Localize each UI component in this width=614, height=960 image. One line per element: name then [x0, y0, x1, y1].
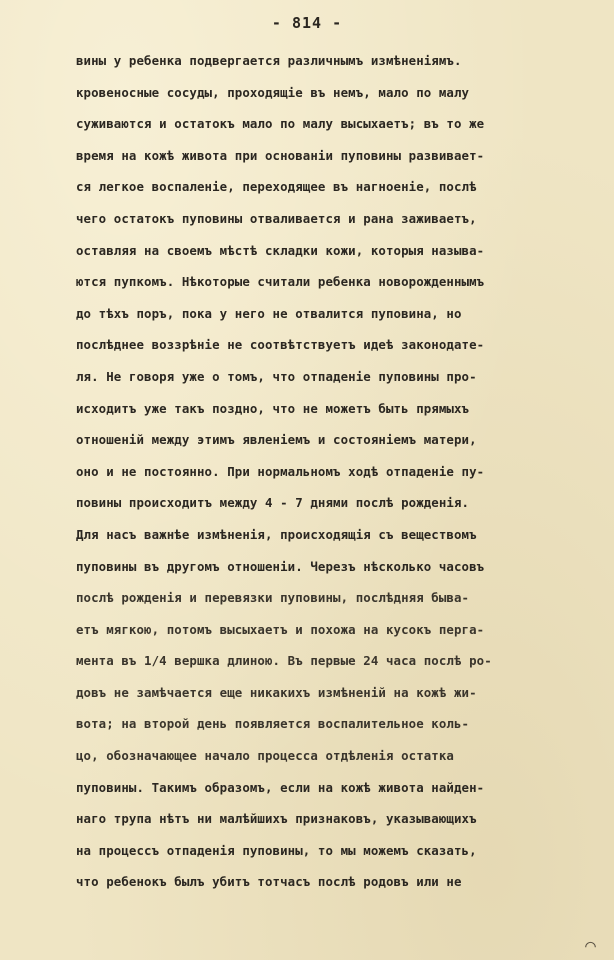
text-line: ля. Не говоря уже о томъ, что отпаденiе пуповины про-	[76, 368, 477, 384]
text-line: исходитъ уже такъ поздно, что не можетъ быть прямыхъ	[76, 400, 470, 416]
text-line: повины происходитъ между 4 - 7 днями послѣ рожденiя.	[76, 495, 470, 511]
text-line: наго трупа нѣтъ ни малѣйшихъ признаковъ, указывающихъ	[76, 811, 477, 827]
text-line: суживаются и остатокъ мало по малу высыхаетъ; въ то же	[76, 116, 485, 132]
text-line: етъ мягкою, потомъ высыхаетъ и похожа на кусокъ перга-	[76, 621, 485, 637]
text-line: чего остатокъ пуповины отваливается и рана заживаетъ,	[76, 210, 477, 226]
text-line: время на кожѣ живота при основанiи пуповины развивает-	[76, 147, 485, 163]
text-line: мента въ 1/4 вершка длиною. Въ первые 24 часа послѣ ро-	[76, 653, 492, 669]
text-line: вота; на второй день появляется воспалительное коль-	[76, 716, 470, 732]
text-line: довъ не замѣчается еще никакихъ измѣненiй на кожѣ жи-	[76, 684, 477, 700]
text-line: пуповины. Такимъ образомъ, если на кожѣ живота найден-	[76, 779, 485, 795]
text-line: кровеносные сосуды, проходящiе въ немъ, мало по малу	[76, 84, 470, 100]
text-line: ются пупкомъ. Нѣкоторые считали ребенка новорожденнымъ	[76, 274, 485, 290]
text-line: оно и не постоянно. При нормальномъ ходѣ отпаденiе пу-	[76, 463, 485, 479]
text-line: до тѣхъ поръ, пока у него не отвалится пуповина, но	[76, 305, 462, 321]
text-line: Для насъ важнѣе измѣненiя, происходящiя съ веществомъ	[76, 526, 477, 542]
text-line: послѣ рожденiя и перевязки пуповины, послѣдняя быва-	[76, 590, 470, 606]
text-line: оставляя на своемъ мѣстѣ складки кожи, которыя называ-	[76, 242, 485, 258]
text-line: на процессъ отпаденiя пуповины, то мы можемъ сказать,	[76, 842, 477, 858]
text-line: ся легкое воспаленiе, переходящее въ нагноенiе, послѣ	[76, 179, 477, 195]
text-line: вины у ребенка подвергается различнымъ измѣненiямъ.	[76, 53, 462, 68]
text-line: что ребенокъ былъ убитъ тотчасъ послѣ родовъ или не	[76, 874, 462, 890]
text-line: цо, обозначающее начало процесса отдѣленiя остатка	[76, 748, 454, 764]
text-line: послѣднее воззрѣнiе не соотвѣтствуетъ идеѣ законодате-	[76, 337, 485, 353]
text-body	[76, 45, 606, 898]
corner-mark-icon: ⌒	[585, 935, 596, 956]
page-number: - 814 -	[271, 14, 343, 32]
text-line: отношенiй между этимъ явленiемъ и состоянiемъ матери,	[76, 432, 477, 448]
text-line: пуповины въ другомъ отношенiи. Черезъ нѣсколько часовъ	[76, 558, 485, 574]
